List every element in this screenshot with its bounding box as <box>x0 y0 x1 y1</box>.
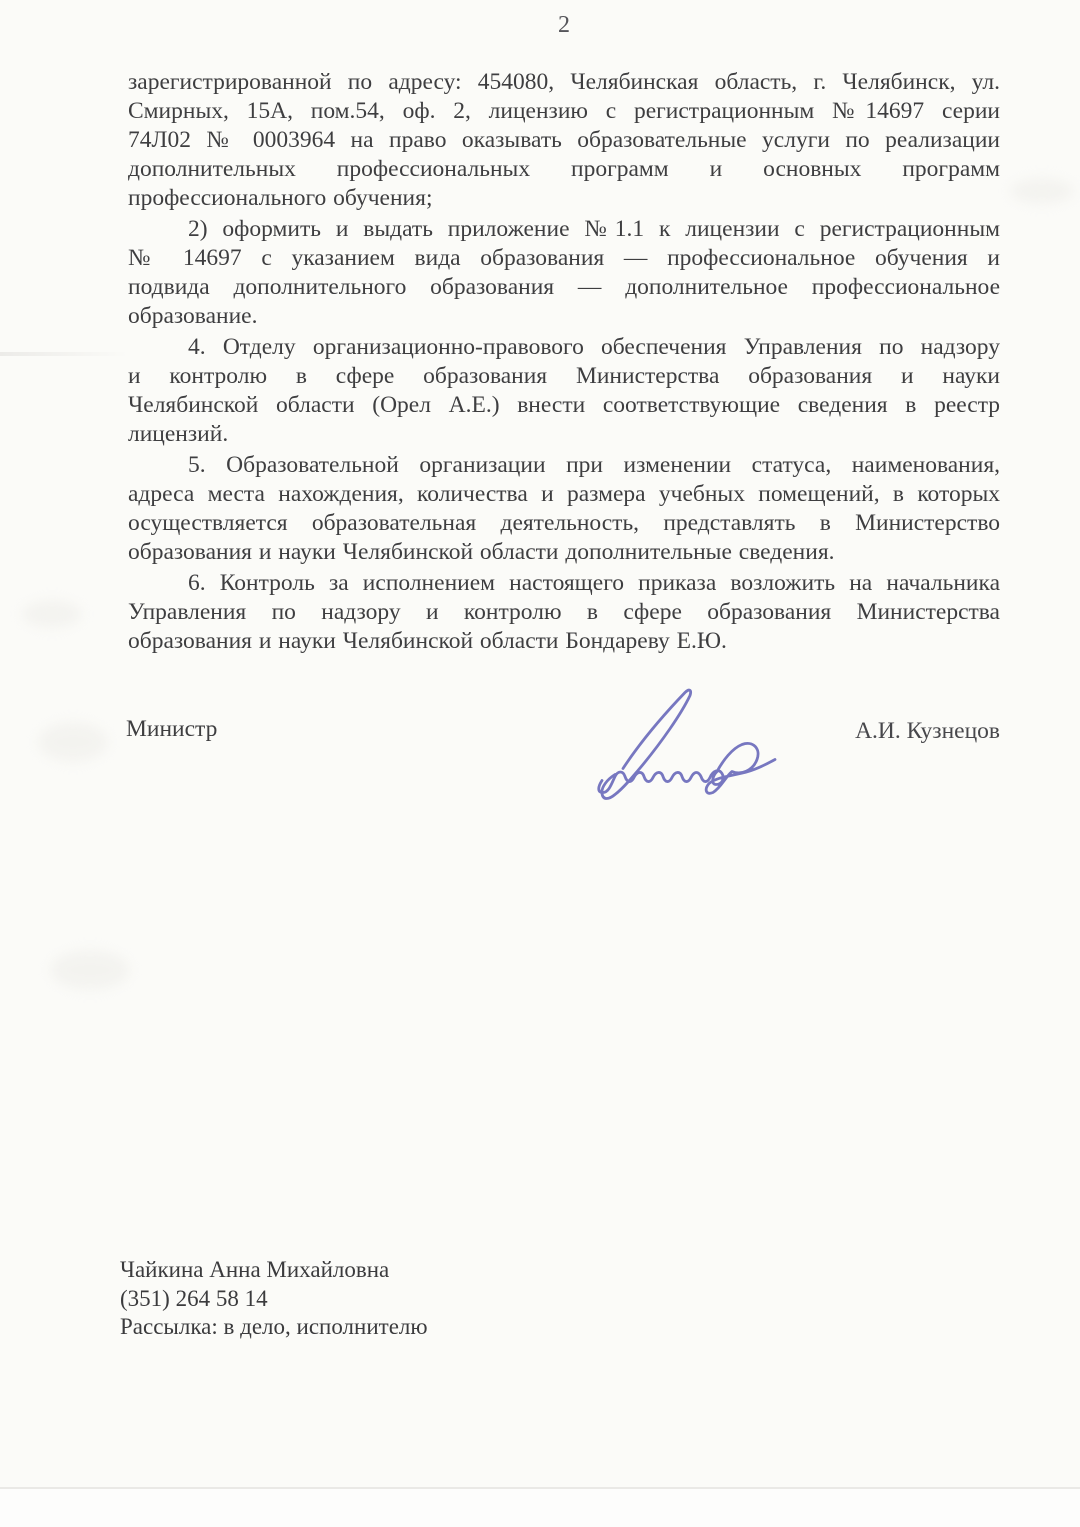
body-line: Челябинской области (Орел А.Е.) внести соответствующие сведения в реестр <box>128 392 1000 418</box>
distribution-note: Рассылка: в дело, исполнителю <box>120 1314 428 1339</box>
page-number: 2 <box>558 12 570 38</box>
document-body <box>128 68 1000 658</box>
paragraph-continuation <box>128 68 1000 213</box>
scan-streak-artifact <box>0 352 128 356</box>
scan-smudge-artifact <box>38 722 108 762</box>
executor-name: Чайкина Анна Михайловна <box>120 1257 390 1282</box>
scan-smudge-artifact <box>22 600 82 628</box>
body-line: № 14697 с указанием вида образования — профессиональное обучения и <box>128 245 1000 271</box>
body-line: Управления по надзору и контролю в сфере образования Министерства <box>128 599 1000 625</box>
body-line: образования и науки Челябинской области Бондареву Е.Ю. <box>128 628 727 654</box>
body-line: осуществляется образовательная деятельность, представлять в Министерство <box>128 510 1000 536</box>
body-line: образование. <box>128 303 258 329</box>
body-line: 2) оформить и выдать приложение №1.1 к лицензии с регистрационным <box>188 216 1000 242</box>
paragraph-item-2 <box>128 215 1000 331</box>
body-line: Смирных, 15А, пом.54, оф. 2, лицензию с регистрационным №14697 серии <box>128 98 1000 124</box>
signer-name: А.И. Кузнецов <box>855 718 1000 744</box>
scan-page-edge <box>0 1487 1080 1527</box>
scan-smudge-artifact <box>50 950 130 990</box>
body-line: образования и науки Челябинской области дополнительные сведения. <box>128 539 835 565</box>
handwritten-signature-icon <box>585 678 795 818</box>
executor-phone: (351) 264 58 14 <box>120 1285 268 1311</box>
body-line: 6. Контроль за исполнением настоящего приказа возложить на начальника <box>188 570 1000 596</box>
body-line: лицензий. <box>128 421 229 447</box>
body-line: 5. Образовательной организации при изменении статуса, наименования, <box>188 452 1000 478</box>
paragraph-item-6 <box>128 569 1000 656</box>
body-line: профессионального обучения; <box>128 185 433 211</box>
body-line: подвида дополнительного образования — дополнительное профессиональное <box>128 274 1000 300</box>
paragraph-item-4 <box>128 333 1000 449</box>
signer-role: Министр <box>126 716 218 742</box>
paragraph-item-5 <box>128 451 1000 567</box>
scan-smudge-artifact <box>1010 178 1074 204</box>
executor-block <box>120 1256 428 1342</box>
body-line: зарегистрированной по адресу: 454080, Челябинская область, г. Челябинск, ул. <box>128 69 1000 95</box>
body-line: дополнительных профессиональных программ и основных программ <box>128 156 1000 182</box>
body-line: 74Л02 № 0003964 на право оказывать образовательные услуги по реализации <box>128 127 1000 153</box>
body-line: и контролю в сфере образования Министерства образования и науки <box>128 363 1000 389</box>
body-line: 4. Отделу организационно-правового обеспечения Управления по надзору <box>188 334 1000 360</box>
body-line: адреса места нахождения, количества и размера учебных помещений, в которых <box>128 481 1000 507</box>
